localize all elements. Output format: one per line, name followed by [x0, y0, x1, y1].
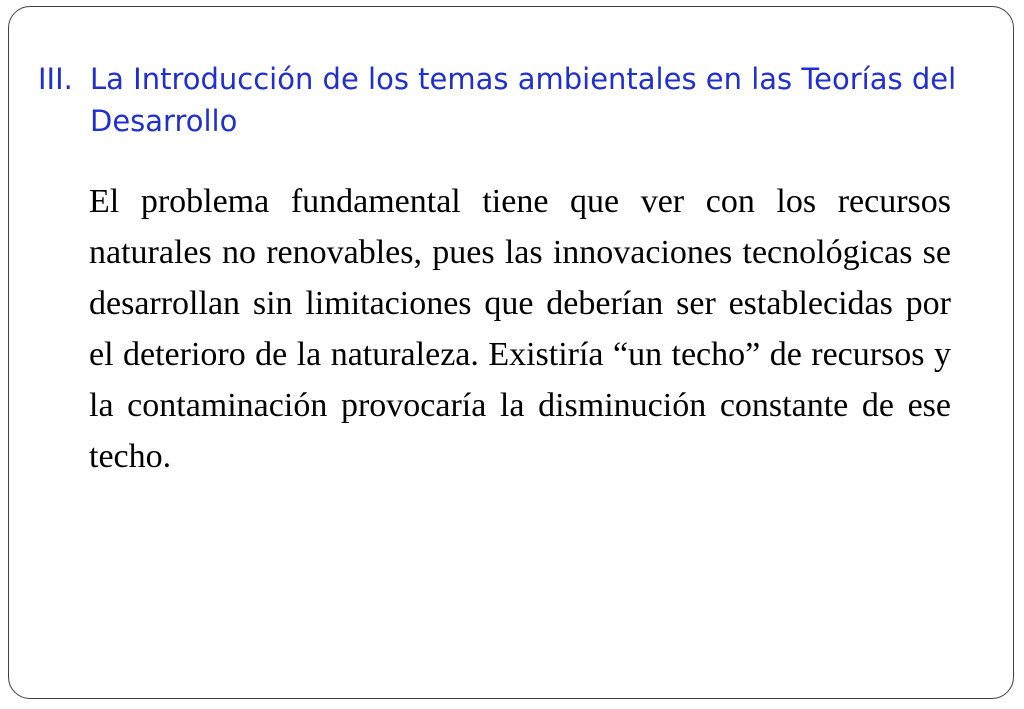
title-text: La Introducción de los temas ambientales en las Teorías del Desarrollo	[90, 62, 957, 138]
slide-title	[38, 58, 978, 142]
title-number: III.	[38, 62, 73, 96]
body-paragraph: El problema fundamental tiene que ver con los recursos naturales no renovables, pues las innovaciones tecnológicas se desarrollan sin limitaciones que deberían ser establecidas por el deterioro de la naturaleza. Existiría “un techo” de recursos y la contaminación provocaría la disminución constante de ese techo.	[89, 183, 951, 475]
